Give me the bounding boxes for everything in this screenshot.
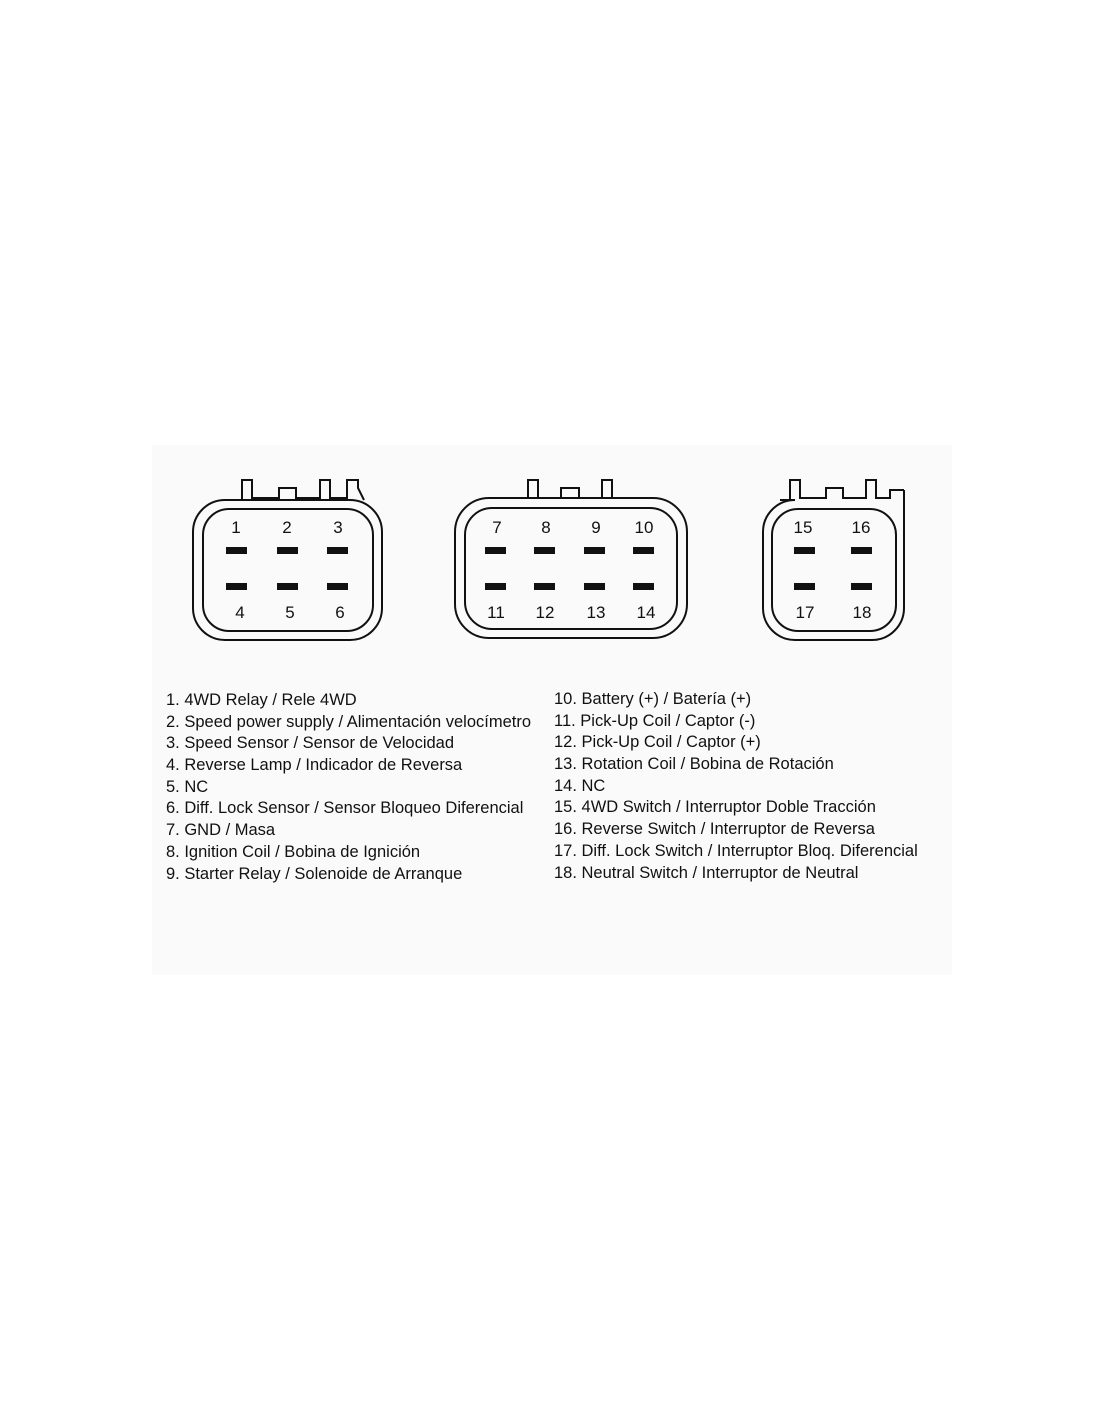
pin-number: 17 <box>795 603 815 622</box>
connector-b <box>455 480 687 638</box>
legend-item: 11. Pick-Up Coil / Captor (-) <box>554 711 756 730</box>
legend-item: 14. NC <box>554 776 606 795</box>
pin-number: 1 <box>231 518 241 537</box>
legend-item: 6. Diff. Lock Sensor / Sensor Bloqueo Diferencial <box>166 799 524 818</box>
pin-number: 2 <box>282 518 292 537</box>
pin-number: 14 <box>636 603 656 622</box>
pin-number: 8 <box>541 518 551 537</box>
pin-number: 7 <box>492 518 502 537</box>
pin-number: 9 <box>591 518 601 537</box>
legend-item: 18. Neutral Switch / Interruptor de Neutral <box>554 863 859 882</box>
legend-item: 13. Rotation Coil / Bobina de Rotación <box>554 755 834 774</box>
connector-c <box>763 480 904 640</box>
pin-number: 13 <box>586 603 606 622</box>
connector-diagram <box>0 0 1100 700</box>
pin-number: 5 <box>285 603 295 622</box>
legend-item: 1. 4WD Relay / Rele 4WD <box>166 691 357 709</box>
pin-number: 15 <box>793 518 813 537</box>
pin-number: 11 <box>487 603 505 622</box>
pin-slots <box>485 547 654 590</box>
legend-item: 17. Diff. Lock Switch / Interruptor Bloq. Diferencial <box>554 841 918 860</box>
legend-item: 5. NC <box>166 777 209 796</box>
legend-item: 10. Battery (+) / Batería (+) <box>554 690 752 708</box>
pin-number: 6 <box>335 603 345 622</box>
pin-slots <box>226 547 348 590</box>
legend-item: 7. GND / Masa <box>166 821 276 840</box>
pin-number: 4 <box>235 603 245 622</box>
legend-left <box>166 690 531 885</box>
legend-item: 4. Reverse Lamp / Indicador de Reversa <box>166 756 463 775</box>
connector-a <box>193 480 382 640</box>
legend-item: 8. Ignition Coil / Bobina de Ignición <box>166 842 421 861</box>
pin-number: 18 <box>852 603 872 622</box>
legend-item: 16. Reverse Switch / Interruptor de Reversa <box>554 820 875 839</box>
legend-item: 12. Pick-Up Coil / Captor (+) <box>554 733 761 752</box>
legend-item: 15. 4WD Switch / Interruptor Doble Tracción <box>554 798 876 817</box>
legend-item: 3. Speed Sensor / Sensor de Velocidad <box>166 734 455 753</box>
pin-number: 16 <box>851 518 871 537</box>
pin-number: 3 <box>333 518 343 537</box>
pin-slots <box>794 547 872 590</box>
legend-item: 9. Starter Relay / Solenoide de Arranque <box>166 864 463 883</box>
pin-number: 12 <box>535 603 555 622</box>
legend-item: 2. Speed power supply / Alimentación velocímetro <box>166 712 532 731</box>
pin-number: 10 <box>634 518 654 537</box>
legend-right <box>554 689 918 884</box>
